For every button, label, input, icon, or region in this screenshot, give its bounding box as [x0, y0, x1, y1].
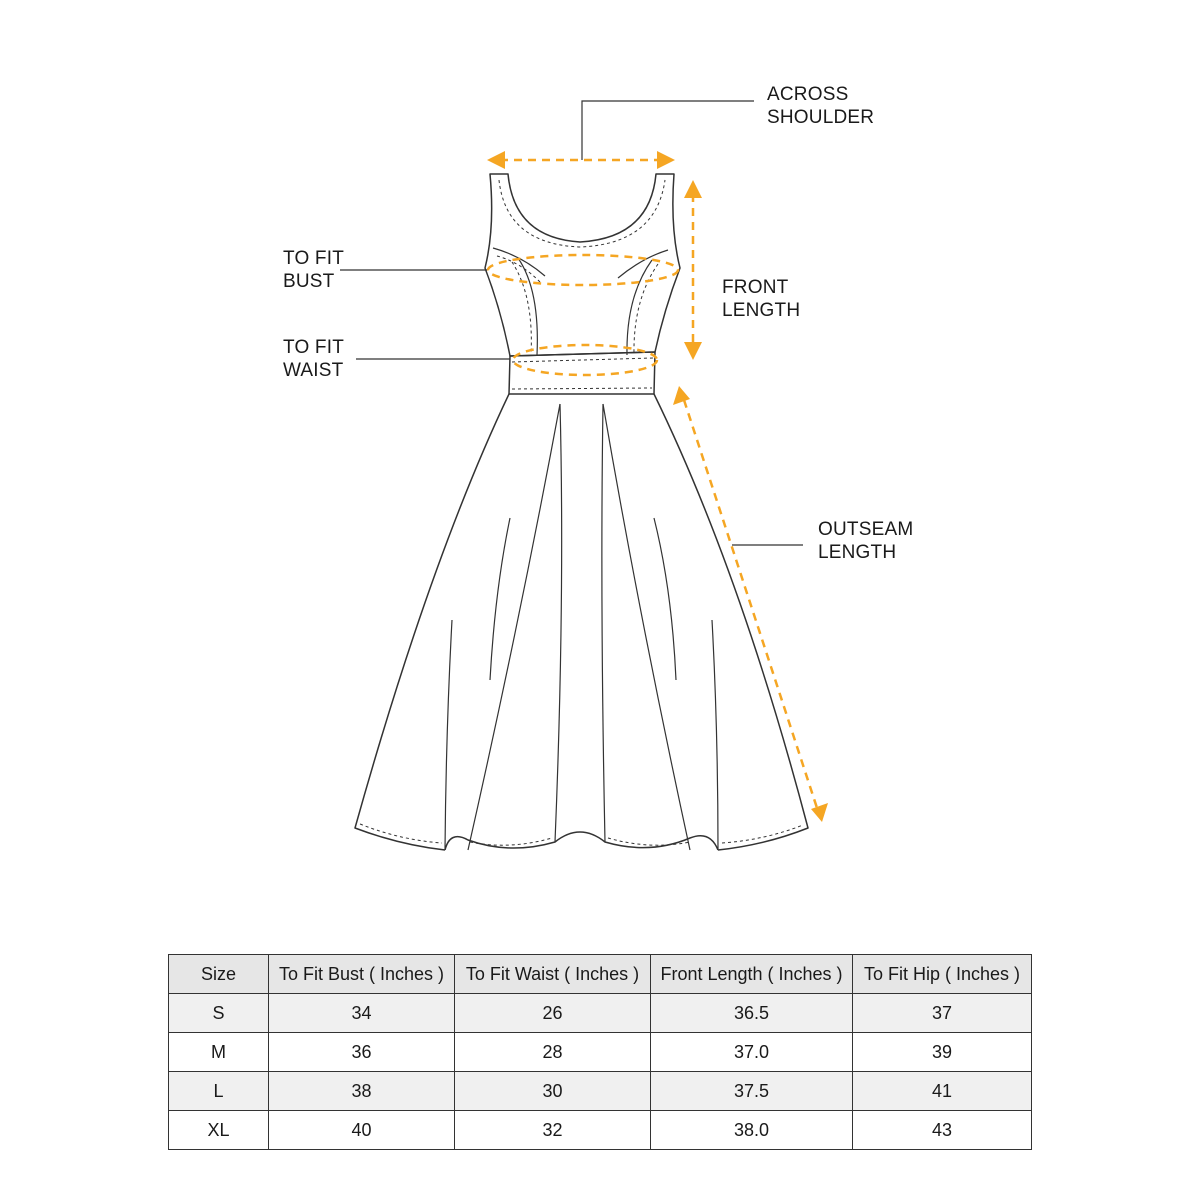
table-cell: 38 — [269, 1072, 455, 1111]
table-cell: S — [169, 994, 269, 1033]
table-row — [169, 1033, 1032, 1072]
label-across-shoulder — [767, 83, 874, 129]
label-to-fit-waist-line1: TO FIT — [283, 337, 345, 358]
neckline-stitch — [499, 180, 665, 247]
table-cell: 36 — [269, 1033, 455, 1072]
table-cell: M — [169, 1033, 269, 1072]
table-cell: 40 — [269, 1111, 455, 1150]
label-to-fit-waist — [283, 336, 344, 382]
skirt-fold-4 — [712, 620, 718, 850]
princess-seam-left — [518, 258, 537, 355]
table-cell: L — [169, 1072, 269, 1111]
table-cell: 28 — [455, 1033, 651, 1072]
table-row — [169, 1072, 1032, 1111]
skirt-outline — [355, 394, 808, 850]
table-cell: XL — [169, 1111, 269, 1150]
princess-seam-right-stitch — [634, 264, 658, 355]
table-cell: 32 — [455, 1111, 651, 1150]
skirt-hem-stitch — [360, 824, 803, 845]
table-cell: 26 — [455, 994, 651, 1033]
skirt-hem — [445, 832, 718, 850]
arrowhead-outseam-top — [673, 386, 690, 405]
table-cell: 36.5 — [651, 994, 853, 1033]
outseam-length-arrow — [684, 400, 817, 808]
header-size: Size — [169, 955, 269, 994]
table-row — [169, 994, 1032, 1033]
header-waist: To Fit Waist ( Inches ) — [455, 955, 651, 994]
header-front-length: Front Length ( Inches ) — [651, 955, 853, 994]
header-hip: To Fit Hip ( Inches ) — [853, 955, 1032, 994]
label-across-shoulder-line2: SHOULDER — [767, 107, 875, 128]
size-chart-table — [168, 954, 1032, 1150]
dress-bodice — [485, 174, 680, 356]
table-cell: 37.0 — [651, 1033, 853, 1072]
arrowhead-right — [657, 151, 675, 169]
table-cell: 37 — [853, 994, 1032, 1033]
waistband-stitch-top — [512, 358, 653, 362]
table-cell: 43 — [853, 1111, 1032, 1150]
label-across-shoulder-line1: ACROSS — [767, 84, 849, 105]
arrowhead-left — [487, 151, 505, 169]
label-outseam-length — [818, 518, 913, 564]
label-to-fit-bust-line1: TO FIT — [283, 248, 345, 269]
header-bust: To Fit Bust ( Inches ) — [269, 955, 455, 994]
arrowhead-up — [684, 180, 702, 198]
table-cell: 41 — [853, 1072, 1032, 1111]
skirt-panel-4 — [602, 404, 605, 842]
arrowhead-down — [684, 342, 702, 360]
leader-lines — [340, 101, 803, 545]
table-cell: 34 — [269, 994, 455, 1033]
skirt-panel-2 — [603, 404, 690, 850]
table-cell: 30 — [455, 1072, 651, 1111]
label-outseam-length-line1: OUTSEAM — [818, 519, 914, 540]
princess-seam-left-stitch — [512, 262, 531, 355]
skirt-panel-1 — [468, 404, 560, 850]
table-cell: 39 — [853, 1033, 1032, 1072]
label-front-length-line1: FRONT — [722, 277, 789, 298]
table-cell: 37.5 — [651, 1072, 853, 1111]
label-front-length — [722, 276, 800, 322]
table-row — [169, 1111, 1032, 1150]
skirt-panel-3 — [555, 404, 562, 842]
waistband-stitch-bottom — [512, 388, 652, 389]
label-to-fit-bust — [283, 247, 344, 293]
bust-ellipse — [488, 255, 678, 285]
measurement-guides — [487, 151, 828, 822]
skirt-fold-1 — [490, 518, 510, 680]
label-to-fit-bust-line2: BUST — [283, 271, 335, 292]
table-cell: 38.0 — [651, 1111, 853, 1150]
princess-seam-right — [627, 260, 652, 355]
skirt-fold-2 — [445, 620, 452, 850]
skirt-fold-3 — [654, 518, 676, 680]
table-header-row — [169, 955, 1032, 994]
label-front-length-line2: LENGTH — [722, 300, 801, 321]
arrowhead-outseam-bottom — [811, 803, 828, 822]
label-outseam-length-line2: LENGTH — [818, 542, 897, 563]
across-shoulder-leader — [582, 101, 754, 160]
label-to-fit-waist-line2: WAIST — [283, 360, 344, 381]
